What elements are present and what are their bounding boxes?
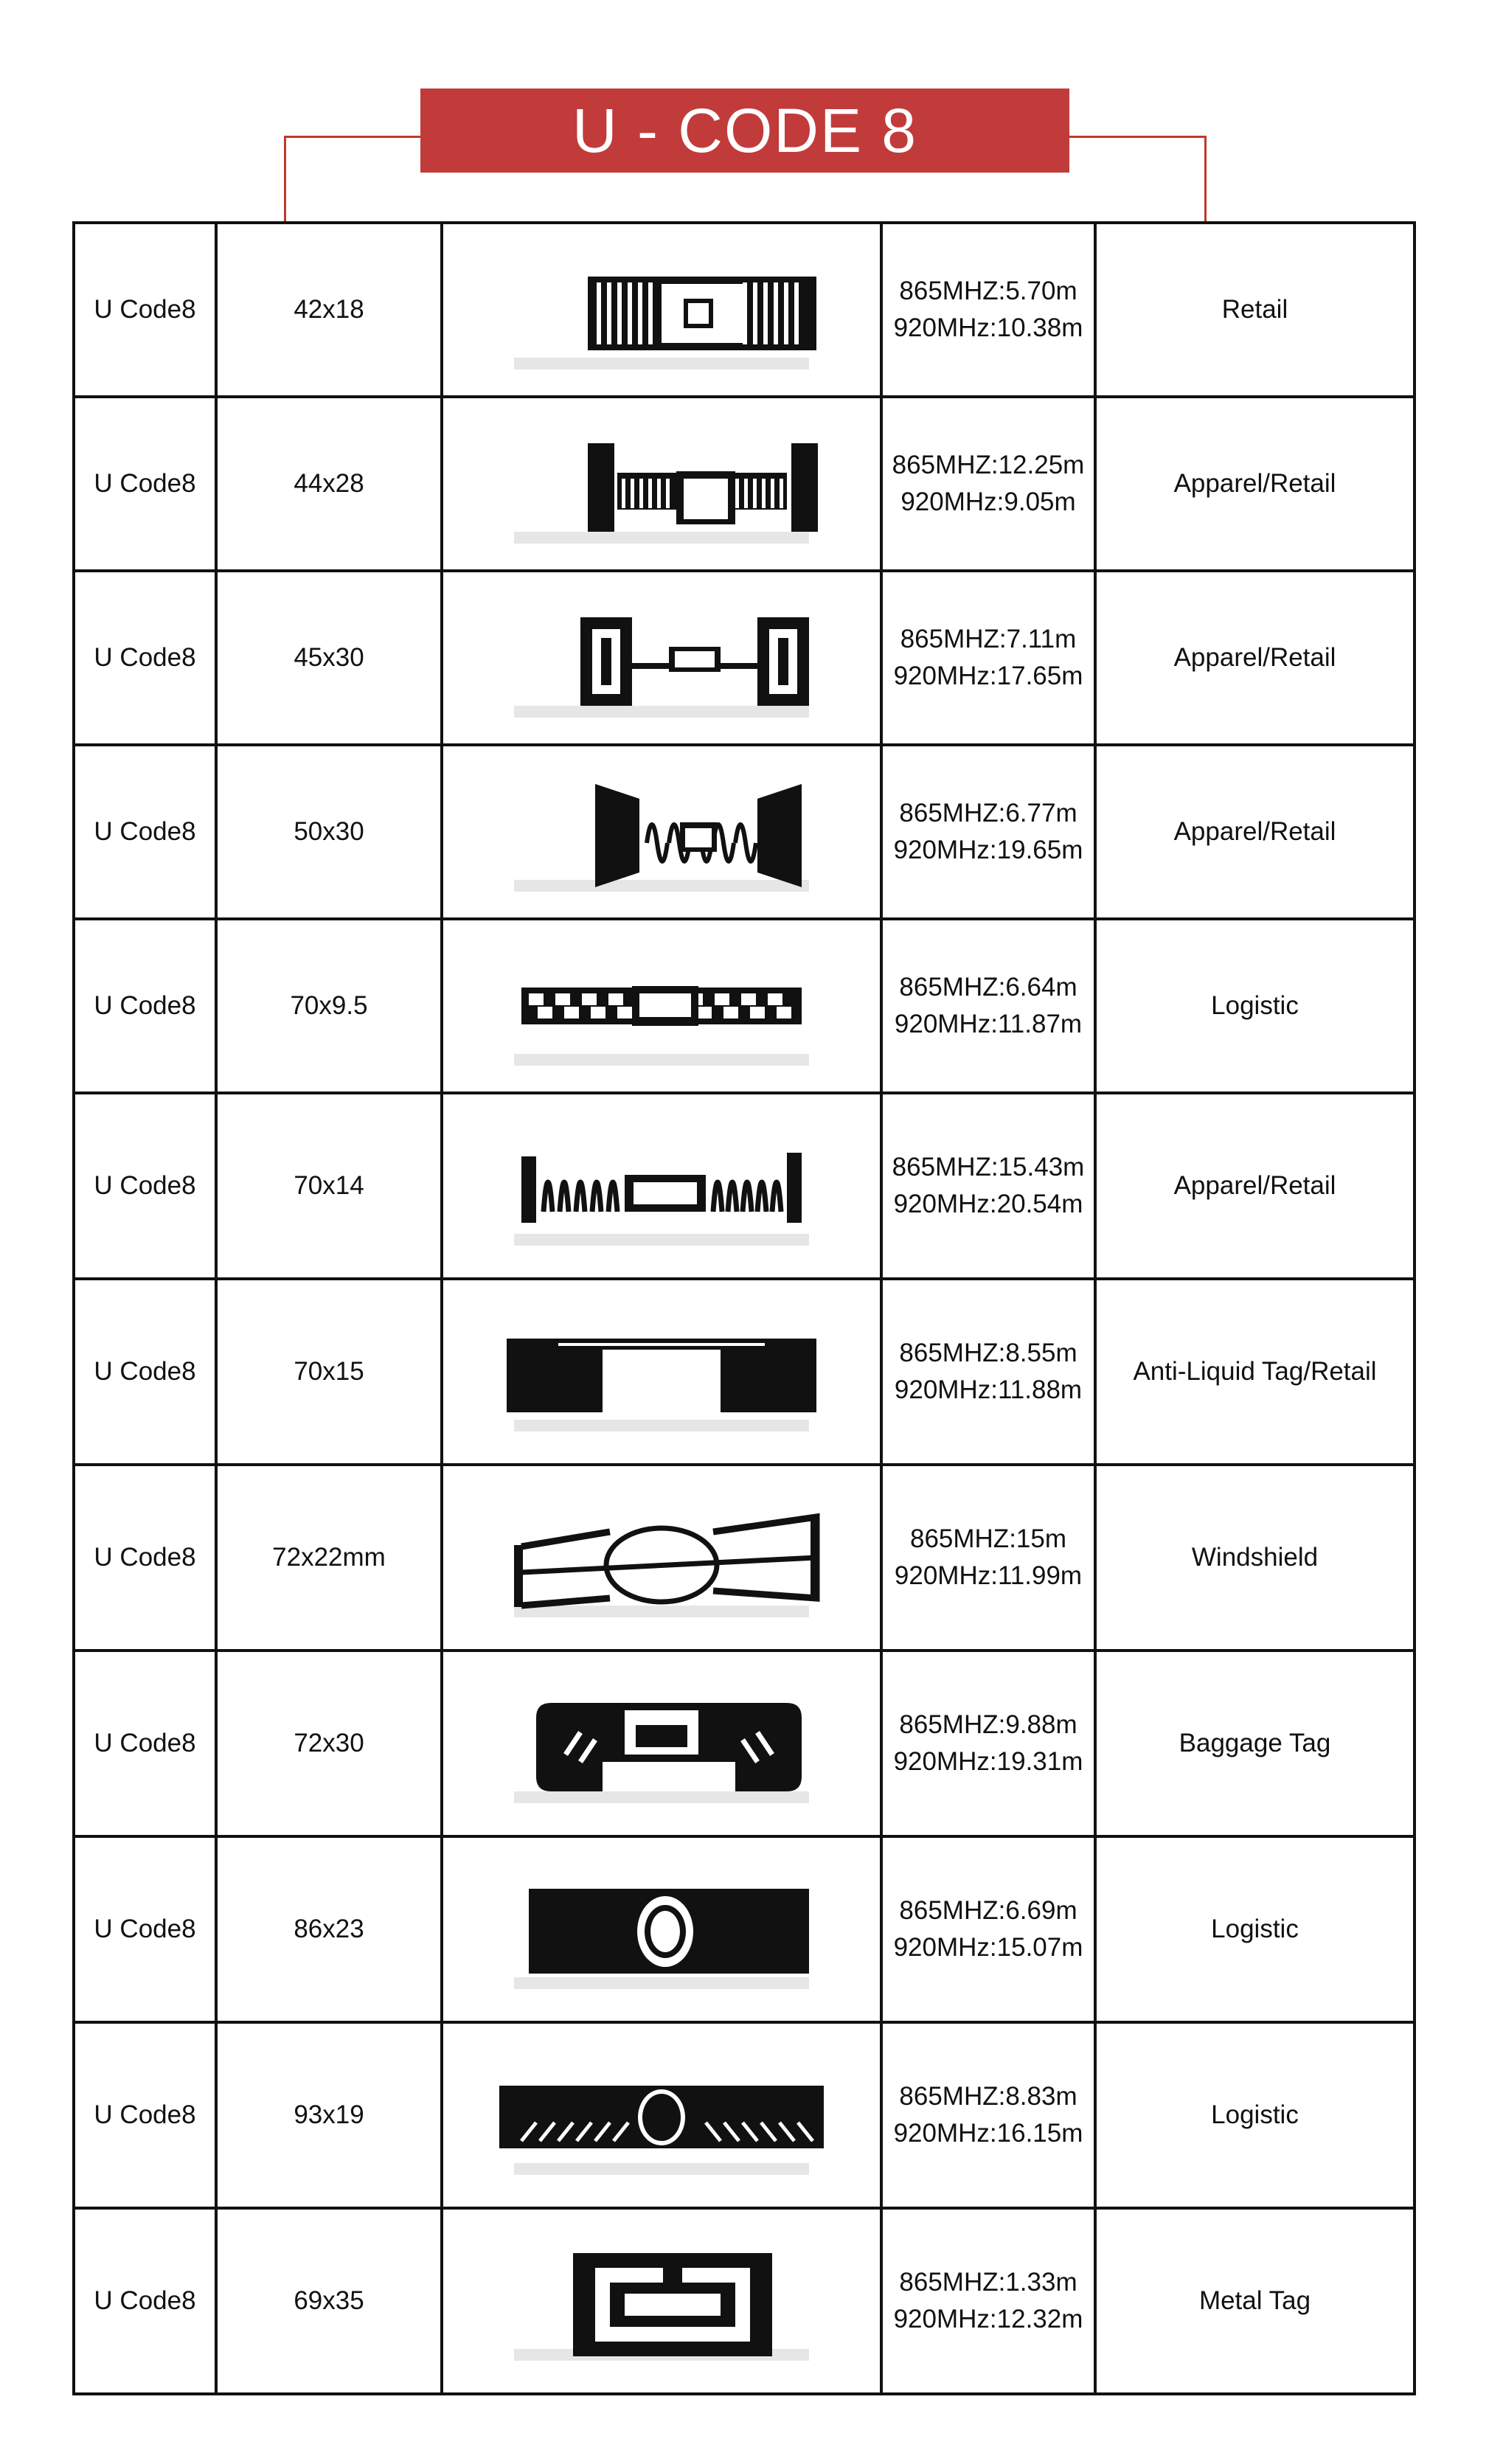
table-row (74, 571, 1415, 745)
application-label: Apparel/Retail (1173, 817, 1336, 846)
range-865-label: 865MHZ:5.70m (899, 277, 1077, 305)
application-cell (1095, 1093, 1415, 1279)
read-range-cell (881, 2022, 1095, 2208)
range-920-label: 920MHz:12.32m (893, 2305, 1083, 2333)
range-865-label: 865MHZ:15.43m (892, 1153, 1085, 1181)
table-row (74, 1651, 1415, 1836)
application-label: Baggage Tag (1179, 1729, 1331, 1757)
read-range-cell (881, 1465, 1095, 1651)
size-cell (216, 397, 442, 571)
read-range-cell (881, 571, 1095, 745)
model-label: U Code8 (94, 295, 196, 324)
inlay-image-cell (442, 1093, 881, 1279)
size-cell (216, 1465, 442, 1651)
range-920-label: 920MHz:9.05m (900, 487, 1076, 516)
range-920-label: 920MHz:11.99m (894, 1561, 1083, 1590)
read-range-cell (881, 1093, 1095, 1279)
read-range-cell (881, 223, 1095, 397)
application-label: Apparel/Retail (1173, 643, 1336, 672)
inlay-72x22-icon (443, 1495, 880, 1620)
inlay-image-cell (442, 745, 881, 919)
model-cell (74, 1836, 216, 2022)
model-cell (74, 919, 216, 1093)
size-cell (216, 745, 442, 919)
read-range-cell (881, 2208, 1095, 2394)
range-865-label: 865MHZ:7.11m (900, 625, 1077, 653)
size-cell (216, 571, 442, 745)
read-range-cell (881, 919, 1095, 1093)
application-cell (1095, 745, 1415, 919)
model-label: U Code8 (94, 1171, 196, 1200)
range-865-label: 865MHZ:8.83m (899, 2082, 1077, 2111)
application-cell (1095, 1651, 1415, 1836)
read-range-cell (881, 1836, 1095, 2022)
size-cell (216, 1093, 442, 1279)
model-cell (74, 1279, 216, 1465)
title-connector-right (1069, 136, 1207, 223)
size-cell (216, 2022, 442, 2208)
inlay-image-cell (442, 1836, 881, 2022)
range-920-label: 920MHz:11.87m (894, 1010, 1083, 1038)
inlay-image-cell (442, 2208, 881, 2394)
size-label: 70x14 (294, 1171, 364, 1200)
read-range-cell (881, 1279, 1095, 1465)
table-row (74, 1093, 1415, 1279)
application-cell (1095, 397, 1415, 571)
application-label: Anti-Liquid Tag/Retail (1133, 1357, 1377, 1386)
size-label: 42x18 (294, 295, 364, 324)
table-row (74, 2022, 1415, 2208)
size-cell (216, 2208, 442, 2394)
size-label: 50x30 (294, 817, 364, 846)
table-row (74, 1465, 1415, 1651)
range-865-label: 865MHZ:6.77m (899, 799, 1077, 827)
range-920-label: 920MHz:11.88m (894, 1375, 1083, 1404)
range-865-label: 865MHZ:6.64m (899, 973, 1077, 1002)
inlay-image-cell (442, 1279, 881, 1465)
range-865-label: 865MHZ:1.33m (899, 2268, 1077, 2297)
model-label: U Code8 (94, 2100, 196, 2129)
application-label: Apparel/Retail (1173, 1171, 1336, 1200)
table-row (74, 2208, 1415, 2394)
inlay-70x9-5-icon (443, 943, 880, 1069)
size-label: 72x30 (294, 1729, 364, 1757)
model-cell (74, 1651, 216, 1836)
spec-table (72, 221, 1416, 2395)
title-connector-left (284, 136, 423, 223)
read-range-cell (881, 1651, 1095, 1836)
inlay-image-cell (442, 919, 881, 1093)
range-920-label: 920MHz:15.07m (893, 1933, 1083, 1962)
application-cell (1095, 571, 1415, 745)
inlay-69x35-icon (443, 2238, 880, 2364)
model-label: U Code8 (94, 1915, 196, 1943)
range-865-label: 865MHZ:9.88m (899, 1710, 1077, 1739)
range-865-label: 865MHZ:12.25m (892, 451, 1085, 479)
application-cell (1095, 919, 1415, 1093)
table-row (74, 1836, 1415, 2022)
inlay-42x18-icon (443, 247, 880, 372)
table-row (74, 223, 1415, 397)
application-cell (1095, 1279, 1415, 1465)
inlay-72x30-icon (443, 1681, 880, 1806)
inlay-86x23-icon (443, 1867, 880, 1992)
model-cell (74, 1465, 216, 1651)
model-cell (74, 745, 216, 919)
model-cell (74, 223, 216, 397)
read-range-cell (881, 397, 1095, 571)
model-label: U Code8 (94, 643, 196, 672)
model-cell (74, 1093, 216, 1279)
model-cell (74, 571, 216, 745)
table-row (74, 745, 1415, 919)
page-title: U - CODE 8 (420, 89, 1069, 173)
size-cell (216, 919, 442, 1093)
range-865-label: 865MHZ:6.69m (899, 1896, 1077, 1925)
application-label: Windshield (1191, 1543, 1319, 1572)
size-cell (216, 223, 442, 397)
table-row (74, 1279, 1415, 1465)
size-label: 44x28 (294, 469, 364, 498)
application-label: Retail (1221, 295, 1288, 324)
inlay-image-cell (442, 1651, 881, 1836)
model-label: U Code8 (94, 817, 196, 846)
inlay-70x15-icon (443, 1309, 880, 1434)
application-label: Logistic (1211, 2100, 1299, 2129)
size-cell (216, 1651, 442, 1836)
size-label: 70x15 (294, 1357, 364, 1386)
inlay-image-cell (442, 223, 881, 397)
application-cell (1095, 2208, 1415, 2394)
read-range-cell (881, 745, 1095, 919)
size-label: 93x19 (294, 2100, 364, 2129)
application-cell (1095, 223, 1415, 397)
model-label: U Code8 (94, 469, 196, 498)
application-cell (1095, 1465, 1415, 1651)
size-cell (216, 1836, 442, 2022)
size-label: 69x35 (294, 2286, 364, 2315)
application-cell (1095, 1836, 1415, 2022)
inlay-image-cell (442, 2022, 881, 2208)
size-label: 45x30 (294, 643, 364, 672)
size-cell (216, 1279, 442, 1465)
inlay-image-cell (442, 571, 881, 745)
inlay-93x19-icon (443, 2052, 880, 2178)
inlay-image-cell (442, 1465, 881, 1651)
model-label: U Code8 (94, 1543, 196, 1572)
range-865-label: 865MHZ:8.55m (899, 1339, 1077, 1367)
inlay-45x30-icon (443, 595, 880, 721)
application-label: Logistic (1211, 1915, 1299, 1943)
title-section (0, 0, 1489, 225)
range-920-label: 920MHz:19.31m (893, 1747, 1083, 1776)
range-920-label: 920MHz:16.15m (893, 2119, 1083, 2148)
inlay-image-cell (442, 397, 881, 571)
application-label: Logistic (1211, 991, 1299, 1020)
model-cell (74, 2022, 216, 2208)
table-row (74, 397, 1415, 571)
inlay-70x14-icon (443, 1123, 880, 1249)
model-label: U Code8 (94, 1729, 196, 1757)
model-cell (74, 397, 216, 571)
model-cell (74, 2208, 216, 2394)
range-920-label: 920MHz:19.65m (893, 836, 1083, 864)
application-label: Apparel/Retail (1173, 469, 1336, 498)
range-920-label: 920MHz:17.65m (893, 662, 1083, 690)
table-row (74, 919, 1415, 1093)
application-label: Metal Tag (1198, 2286, 1311, 2315)
model-label: U Code8 (94, 1357, 196, 1386)
model-label: U Code8 (94, 991, 196, 1020)
inlay-44x28-icon (443, 421, 880, 546)
size-label: 70x9.5 (290, 991, 368, 1020)
range-865-label: 865MHZ:15m (909, 1524, 1067, 1553)
application-cell (1095, 2022, 1415, 2208)
size-label: 72x22mm (272, 1543, 386, 1572)
size-label: 86x23 (294, 1915, 364, 1943)
range-920-label: 920MHz:10.38m (893, 313, 1083, 342)
inlay-50x30-icon (443, 769, 880, 895)
range-920-label: 920MHz:20.54m (893, 1190, 1083, 1218)
model-label: U Code8 (94, 2286, 196, 2315)
